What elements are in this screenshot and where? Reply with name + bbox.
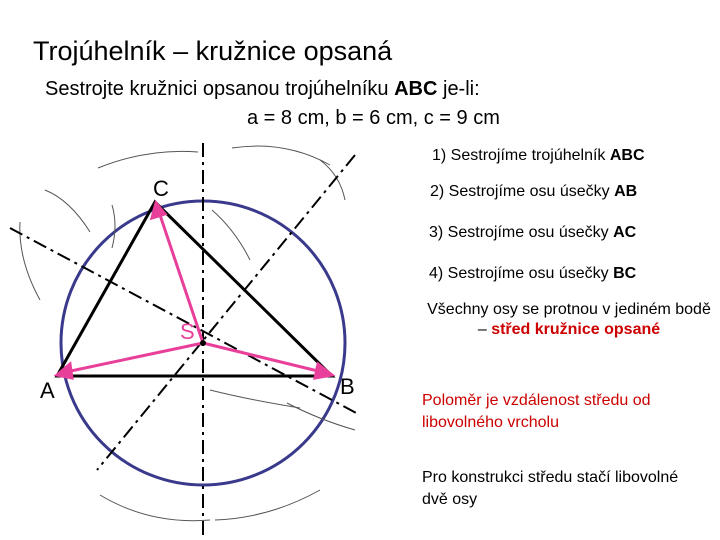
task-suffix: je-li: [437, 78, 480, 100]
step-3-text: 3) Sestrojíme osu úsečky [429, 224, 614, 241]
step-3 [429, 224, 636, 242]
arc-c-left-2 [112, 205, 115, 248]
page-title: Trojúhelník – kružnice opsaná [33, 36, 393, 66]
step-2 [430, 183, 637, 201]
radius-sa [66, 343, 203, 372]
step-2-text: 2) Sestrojíme osu úsečky [430, 183, 615, 200]
conclusion-text: Všechny osy se protnou v jediném bodě – [427, 301, 711, 338]
conclusion-highlight: střed kružnice opsané [491, 321, 661, 338]
step-4-text: 4) Sestrojíme osu úsečky [429, 265, 614, 282]
conclusion-note [424, 300, 714, 340]
step-1 [432, 147, 645, 165]
arc-bc-top [320, 160, 345, 200]
arc-ab-top-right [232, 146, 330, 165]
label-point-b: B [340, 374, 355, 399]
step-1-bold: ABC [609, 147, 645, 164]
arc-c-left [45, 190, 90, 232]
step-1-text: 1) Sestrojíme trojúhelník [432, 147, 610, 164]
step-2-bold: AB [614, 183, 638, 200]
center-point-s [200, 340, 206, 346]
task-prefix: Sestrojte kružnici opsanou trojúhelníku [45, 78, 395, 100]
step-4-bold: BC [613, 265, 637, 282]
radius-note: Poloměr je vzdálenost středu od libovolného vrcholu [422, 392, 651, 431]
label-point-c: C [153, 176, 169, 201]
label-point-a: A [40, 378, 55, 403]
arc-b-right [212, 210, 250, 260]
step-3-bold: AC [613, 224, 637, 241]
step-4 [429, 265, 636, 283]
tip-note: Pro konstrukci středu stačí libovolné dvě osy [422, 469, 679, 508]
arc-ab-top-left [98, 151, 198, 168]
task-triangle: ABC [394, 78, 438, 100]
label-point-s: S [180, 319, 195, 344]
arc-ac-left-top [20, 222, 40, 300]
given-values: a = 8 cm, b = 6 cm, c = 9 cm [247, 107, 500, 129]
arc-ab-bottom-left [100, 495, 210, 521]
arc-ac-right-bottom [210, 390, 300, 408]
arc-ab-bottom-right [215, 490, 320, 520]
